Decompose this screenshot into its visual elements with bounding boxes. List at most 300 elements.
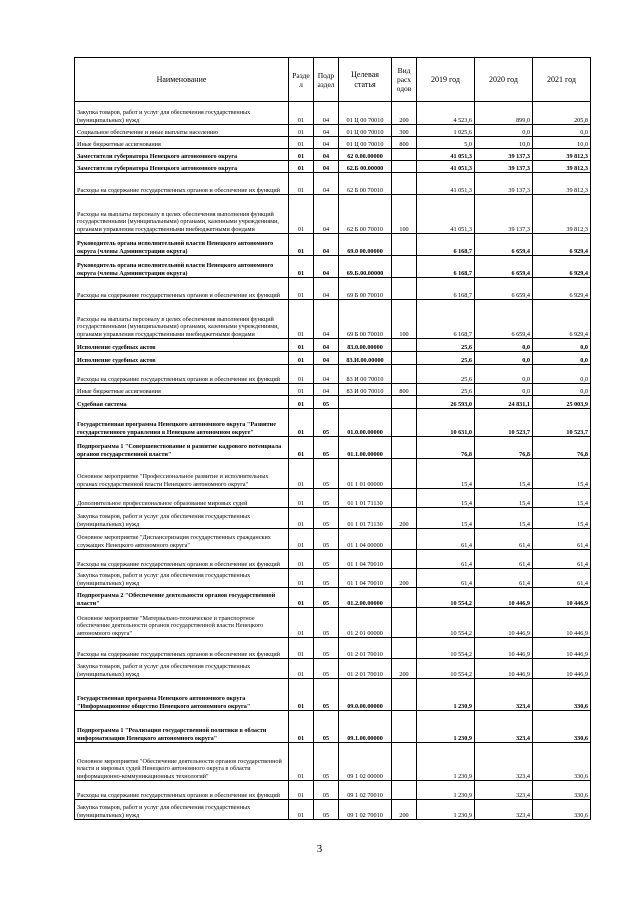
row-section-cell: 01 (289, 173, 314, 195)
row-2021-cell: 61,4 (533, 550, 591, 569)
row-2020-cell: 39 137,3 (475, 173, 533, 195)
row-section-cell: 01 (289, 529, 314, 550)
row-name-cell: Дополнительное профессиональное образование мировых судей (75, 489, 289, 508)
row-2020-cell: 0,0 (475, 384, 533, 396)
row-2021-cell: 6 929,4 (533, 234, 591, 256)
row-name-cell: Расходы на содержание государственных органов и обеспечение их функций (75, 781, 289, 800)
row-2020-cell: 15,4 (475, 459, 533, 489)
row-2021-cell: 39 812,3 (533, 149, 591, 161)
table-body (75, 102, 591, 820)
row-2020-cell: 76,8 (475, 437, 533, 459)
row-2021-cell: 6 929,4 (533, 300, 591, 339)
row-2021-cell: 25 003,9 (533, 396, 591, 409)
row-subsection-cell: 05 (314, 608, 339, 638)
table-row (75, 149, 591, 161)
row-section-cell: 01 (289, 608, 314, 638)
row-2021-cell: 330,6 (533, 679, 591, 711)
row-expense-type-cell (392, 278, 417, 300)
row-2020-cell: 15,4 (475, 508, 533, 529)
row-2021-cell: 6 929,4 (533, 256, 591, 278)
row-2020-cell: 39 137,3 (475, 149, 533, 161)
table-row (75, 437, 591, 459)
row-section-cell: 01 (289, 743, 314, 781)
row-2019-cell: 1 230,9 (417, 800, 475, 820)
row-target-cell: 01 2 01 70010 (339, 659, 392, 679)
table-row (75, 256, 591, 278)
row-section-cell: 01 (289, 384, 314, 396)
table-row (75, 195, 591, 234)
row-target-cell: 01 1 04 70010 (339, 569, 392, 588)
row-name-cell: Исполнение судебных актов (75, 339, 289, 352)
row-subsection-cell: 05 (314, 459, 339, 489)
table-row (75, 161, 591, 173)
row-section-cell: 01 (289, 352, 314, 365)
row-2019-cell: 25,6 (417, 365, 475, 384)
row-2019-cell: 26 593,0 (417, 396, 475, 409)
row-name-cell: Заместители губернатора Ненецкого автономного округа (75, 161, 289, 173)
row-section-cell: 01 (289, 711, 314, 743)
row-2021-cell: 61,4 (533, 569, 591, 588)
row-2020-cell: 323,4 (475, 781, 533, 800)
table-row (75, 396, 591, 409)
row-expense-type-cell (392, 711, 417, 743)
row-target-cell: 01 2 01 70010 (339, 638, 392, 659)
row-2021-cell: 330,6 (533, 781, 591, 800)
row-2020-cell: 10 446,9 (475, 588, 533, 608)
row-subsection-cell: 05 (314, 529, 339, 550)
budget-table (74, 57, 591, 820)
row-2020-cell: 61,4 (475, 569, 533, 588)
table-row (75, 550, 591, 569)
row-2019-cell: 1 230,9 (417, 679, 475, 711)
row-target-cell: 01 1 01 00000 (339, 459, 392, 489)
row-expense-type-cell (392, 743, 417, 781)
row-subsection-cell: 05 (314, 659, 339, 679)
row-2019-cell: 6 168,7 (417, 234, 475, 256)
header-2020: 2020 год (475, 58, 533, 102)
row-2021-cell: 39 812,3 (533, 195, 591, 234)
row-subsection-cell: 04 (314, 125, 339, 137)
row-2019-cell: 41 051,3 (417, 195, 475, 234)
row-2019-cell: 15,4 (417, 508, 475, 529)
table-row (75, 638, 591, 659)
row-section-cell: 01 (289, 195, 314, 234)
row-name-cell: Исполнение судебных актов (75, 352, 289, 365)
table-row (75, 173, 591, 195)
row-subsection-cell: 04 (314, 256, 339, 278)
row-target-cell: 83 И 00 70010 (339, 365, 392, 384)
row-expense-type-cell (392, 781, 417, 800)
row-subsection-cell: 05 (314, 743, 339, 781)
row-subsection-cell: 05 (314, 396, 339, 409)
row-2021-cell: 0,0 (533, 384, 591, 396)
row-2020-cell: 61,4 (475, 550, 533, 569)
row-expense-type-cell: 300 (392, 125, 417, 137)
row-expense-type-cell (392, 638, 417, 659)
row-2021-cell: 205,8 (533, 102, 591, 125)
row-target-cell: 09 1 02 00000 (339, 743, 392, 781)
row-expense-type-cell (392, 256, 417, 278)
row-section-cell: 01 (289, 550, 314, 569)
row-2020-cell: 39 137,3 (475, 195, 533, 234)
row-expense-type-cell: 200 (392, 569, 417, 588)
row-2020-cell: 323,4 (475, 679, 533, 711)
row-name-cell: Государственная программа Ненецкого автономного округа "Развитие государственного управления в Ненецком автономном округе" (75, 409, 289, 437)
row-target-cell: 83.0.00.00000 (339, 339, 392, 352)
row-section-cell: 01 (289, 278, 314, 300)
row-2021-cell: 10 523,7 (533, 409, 591, 437)
row-2020-cell: 323,4 (475, 800, 533, 820)
row-2019-cell: 41 051,3 (417, 161, 475, 173)
row-section-cell: 01 (289, 659, 314, 679)
row-2020-cell: 323,4 (475, 743, 533, 781)
row-subsection-cell: 04 (314, 234, 339, 256)
row-target-cell: 62 Б 00 70010 (339, 173, 392, 195)
row-section-cell: 01 (289, 588, 314, 608)
row-subsection-cell: 04 (314, 161, 339, 173)
row-target-cell: 01 Ц 00 70010 (339, 102, 392, 125)
row-2019-cell: 4 523,6 (417, 102, 475, 125)
row-2021-cell: 330,6 (533, 711, 591, 743)
row-target-cell: 09.1.00.00000 (339, 711, 392, 743)
row-expense-type-cell (392, 161, 417, 173)
table-row (75, 679, 591, 711)
row-2019-cell: 10 554,2 (417, 659, 475, 679)
row-expense-type-cell (392, 489, 417, 508)
row-2021-cell: 0,0 (533, 339, 591, 352)
row-2021-cell: 10 446,9 (533, 608, 591, 638)
row-target-cell: 01 2 01 00000 (339, 608, 392, 638)
row-section-cell: 01 (289, 508, 314, 529)
table-row (75, 234, 591, 256)
row-section-cell: 01 (289, 638, 314, 659)
table-row (75, 508, 591, 529)
table-row (75, 800, 591, 820)
row-target-cell: 62.Б 00.00000 (339, 161, 392, 173)
row-name-cell: Руководитель органа исполнительной власти Ненецкого автономного округа (члены Администрации округа) (75, 234, 289, 256)
row-subsection-cell: 05 (314, 588, 339, 608)
row-target-cell: 09.0.00.00000 (339, 679, 392, 711)
row-2020-cell: 0,0 (475, 125, 533, 137)
row-2021-cell: 39 812,3 (533, 161, 591, 173)
row-2021-cell: 10 446,9 (533, 588, 591, 608)
header-section: Разде л (289, 58, 314, 102)
row-section-cell: 01 (289, 102, 314, 125)
row-2020-cell: 0,0 (475, 365, 533, 384)
row-target-cell: 01 Ц 00 70010 (339, 125, 392, 137)
row-expense-type-cell (392, 529, 417, 550)
row-name-cell: Расходы на содержание государственных органов и обеспечение их функций (75, 550, 289, 569)
row-2019-cell: 41 051,3 (417, 149, 475, 161)
row-expense-type-cell (392, 608, 417, 638)
row-2021-cell: 0,0 (533, 125, 591, 137)
row-2019-cell: 61,4 (417, 550, 475, 569)
row-2019-cell: 10 554,2 (417, 608, 475, 638)
row-section-cell: 01 (289, 409, 314, 437)
row-target-cell: 69 Б 00 70010 (339, 300, 392, 339)
row-target-cell: 01.0.00.00000 (339, 409, 392, 437)
table-row (75, 137, 591, 149)
row-2019-cell: 10 631,0 (417, 409, 475, 437)
row-2019-cell: 15,4 (417, 489, 475, 508)
row-target-cell: 01.2.00.00000 (339, 588, 392, 608)
row-name-cell: Социальное обеспечение и иные выплаты населению (75, 125, 289, 137)
row-subsection-cell: 04 (314, 149, 339, 161)
row-expense-type-cell (392, 409, 417, 437)
row-subsection-cell: 04 (314, 352, 339, 365)
row-2020-cell: 6 659,4 (475, 278, 533, 300)
row-name-cell: Подпрограмма 1 "Реализация государственной политики в области информатизации Ненецкого автономного округа" (75, 711, 289, 743)
row-section-cell: 01 (289, 800, 314, 820)
row-name-cell: Судебная система (75, 396, 289, 409)
row-2019-cell: 25,6 (417, 339, 475, 352)
row-section-cell: 01 (289, 149, 314, 161)
row-2021-cell: 10 446,9 (533, 638, 591, 659)
row-target-cell: 69.0 00.00000 (339, 234, 392, 256)
row-target-cell: 01 Ц 00 70010 (339, 137, 392, 149)
row-2019-cell: 76,8 (417, 437, 475, 459)
row-name-cell: Закупка товаров, работ и услуг для обеспечения государственных (муниципальных) нужд (75, 569, 289, 588)
row-2019-cell: 1 230,9 (417, 711, 475, 743)
row-target-cell: 62 0.00.00000 (339, 149, 392, 161)
row-target-cell: 01 1 01 71130 (339, 489, 392, 508)
row-name-cell: Закупка товаров, работ и услуг для обеспечения государственных (муниципальных) нужд (75, 102, 289, 125)
row-2019-cell: 1 230,9 (417, 781, 475, 800)
row-name-cell: Расходы на выплаты персоналу в целях обеспечения выполнения функций государственными (муниципальными) органами, казенными учреждениями, органами управления государственными внебюджетными фондами (75, 195, 289, 234)
row-name-cell: Подпрограмма 1 "Совершенствование и развитие кадрового потенциала органов государственной власти" (75, 437, 289, 459)
row-name-cell: Основное мероприятие "Диспансеризация государственных гражданских служащих Ненецкого автономного округа" (75, 529, 289, 550)
row-target-cell: 01 1 04 00000 (339, 529, 392, 550)
row-target-cell: 83 И 00 70010 (339, 384, 392, 396)
page-number: 3 (316, 843, 323, 855)
row-name-cell: Расходы на содержание государственных органов и обеспечение их функций (75, 173, 289, 195)
row-section-cell: 01 (289, 459, 314, 489)
table-row (75, 125, 591, 137)
row-target-cell: 62 Б 00 70010 (339, 195, 392, 234)
table-header-row (75, 58, 591, 102)
row-expense-type-cell: 200 (392, 508, 417, 529)
row-subsection-cell: 04 (314, 173, 339, 195)
row-2020-cell: 6 659,4 (475, 256, 533, 278)
row-expense-type-cell (392, 149, 417, 161)
row-target-cell: 09 1 02 70010 (339, 800, 392, 820)
row-2019-cell: 6 168,7 (417, 278, 475, 300)
table-row (75, 300, 591, 339)
row-section-cell: 01 (289, 569, 314, 588)
row-2020-cell: 899,0 (475, 102, 533, 125)
table-row (75, 352, 591, 365)
row-name-cell: Основное мероприятие "Обеспечение деятельности органов государственной власти и мировых судей Ненецкого автономного округа в области информационно-коммуникационных технологий" (75, 743, 289, 781)
row-2020-cell: 10 446,9 (475, 608, 533, 638)
budget-table-wrapper (74, 57, 590, 831)
row-expense-type-cell: 200 (392, 102, 417, 125)
row-subsection-cell: 05 (314, 781, 339, 800)
row-2020-cell: 61,4 (475, 529, 533, 550)
row-2019-cell: 10 554,2 (417, 638, 475, 659)
row-2021-cell: 15,4 (533, 508, 591, 529)
table-row (75, 659, 591, 679)
row-name-cell: Иные бюджетные ассигнования (75, 137, 289, 149)
row-2020-cell: 6 659,4 (475, 300, 533, 339)
row-2020-cell: 10 446,9 (475, 659, 533, 679)
row-subsection-cell: 05 (314, 489, 339, 508)
row-expense-type-cell: 200 (392, 659, 417, 679)
row-2021-cell: 15,4 (533, 459, 591, 489)
header-2019: 2019 год (417, 58, 475, 102)
row-2021-cell: 76,8 (533, 437, 591, 459)
row-subsection-cell: 05 (314, 409, 339, 437)
table-row (75, 384, 591, 396)
row-subsection-cell: 04 (314, 365, 339, 384)
row-subsection-cell: 04 (314, 384, 339, 396)
table-row (75, 339, 591, 352)
row-section-cell: 01 (289, 365, 314, 384)
row-subsection-cell: 05 (314, 679, 339, 711)
row-subsection-cell: 05 (314, 437, 339, 459)
row-section-cell: 01 (289, 161, 314, 173)
row-subsection-cell: 04 (314, 102, 339, 125)
row-2021-cell: 15,4 (533, 489, 591, 508)
row-2020-cell: 323,4 (475, 711, 533, 743)
row-2020-cell: 39 137,3 (475, 161, 533, 173)
row-expense-type-cell (392, 173, 417, 195)
row-expense-type-cell (392, 234, 417, 256)
table-row (75, 459, 591, 489)
table-row (75, 529, 591, 550)
header-subsection: Подр аздел (314, 58, 339, 102)
row-expense-type-cell (392, 352, 417, 365)
row-section-cell: 01 (289, 137, 314, 149)
row-2021-cell: 0,0 (533, 352, 591, 365)
row-expense-type-cell (392, 396, 417, 409)
row-2021-cell: 0,0 (533, 365, 591, 384)
row-section-cell: 01 (289, 781, 314, 800)
row-2019-cell: 41 051,3 (417, 173, 475, 195)
row-2021-cell: 10,0 (533, 137, 591, 149)
row-section-cell: 01 (289, 300, 314, 339)
row-subsection-cell: 04 (314, 339, 339, 352)
row-expense-type-cell: 800 (392, 137, 417, 149)
row-subsection-cell: 05 (314, 569, 339, 588)
row-2020-cell: 10,0 (475, 137, 533, 149)
row-2021-cell: 6 929,4 (533, 278, 591, 300)
table-row (75, 365, 591, 384)
row-2020-cell: 15,4 (475, 489, 533, 508)
row-2019-cell: 1 025,6 (417, 125, 475, 137)
row-subsection-cell: 04 (314, 137, 339, 149)
row-2019-cell: 1 230,9 (417, 743, 475, 781)
row-subsection-cell: 04 (314, 278, 339, 300)
table-row (75, 608, 591, 638)
row-expense-type-cell (392, 339, 417, 352)
row-2019-cell: 10 554,2 (417, 588, 475, 608)
row-2019-cell: 5,0 (417, 137, 475, 149)
row-target-cell: 01.1.00.00000 (339, 437, 392, 459)
row-target-cell: 01 1 04 70010 (339, 550, 392, 569)
row-section-cell: 01 (289, 489, 314, 508)
row-2019-cell: 61,4 (417, 529, 475, 550)
row-2020-cell: 10 523,7 (475, 409, 533, 437)
row-expense-type-cell: 100 (392, 300, 417, 339)
row-subsection-cell: 05 (314, 508, 339, 529)
row-expense-type-cell (392, 550, 417, 569)
row-name-cell: Основное мероприятие "Материально-техническое и транспортное обеспечение деятельности органов государственной власти Ненецкого автономного округа" (75, 608, 289, 638)
table-row (75, 743, 591, 781)
row-expense-type-cell: 200 (392, 800, 417, 820)
row-2020-cell: 10 446,9 (475, 638, 533, 659)
row-name-cell: Государственная программа Ненецкого автономного округа "Информационное общество Ненецкого автономного округа" (75, 679, 289, 711)
row-expense-type-cell (392, 365, 417, 384)
row-name-cell: Иные бюджетные ассигнования (75, 384, 289, 396)
table-row (75, 711, 591, 743)
row-target-cell: 69.Б.00.00000 (339, 256, 392, 278)
row-subsection-cell: 05 (314, 550, 339, 569)
row-target-cell: 69 Б 00 70010 (339, 278, 392, 300)
row-name-cell: Расходы на выплаты персоналу в целях обеспечения выполнения функций государственными (муниципальными) органами, казенными учреждениями, органами управления государственными внебюджетными фондами (75, 300, 289, 339)
row-expense-type-cell (392, 459, 417, 489)
row-2020-cell: 6 659,4 (475, 234, 533, 256)
row-2019-cell: 15,4 (417, 459, 475, 489)
table-row (75, 409, 591, 437)
row-target-cell: 83.И.00.00000 (339, 352, 392, 365)
row-name-cell: Закупка товаров, работ и услуг для обеспечения государственных (муниципальных) нужд (75, 800, 289, 820)
row-name-cell: Закупка товаров, работ и услуг для обеспечения государственных (муниципальных) нужд (75, 659, 289, 679)
row-section-cell: 01 (289, 437, 314, 459)
row-section-cell: 01 (289, 339, 314, 352)
row-expense-type-cell (392, 679, 417, 711)
table-row (75, 102, 591, 125)
row-2019-cell: 25,6 (417, 384, 475, 396)
table-row (75, 278, 591, 300)
table-row (75, 569, 591, 588)
row-expense-type-cell: 100 (392, 195, 417, 234)
header-expense-type: Вид расх одов (392, 58, 417, 102)
row-section-cell: 01 (289, 256, 314, 278)
row-2021-cell: 330,6 (533, 743, 591, 781)
row-section-cell: 01 (289, 234, 314, 256)
row-subsection-cell: 05 (314, 800, 339, 820)
header-name: Наименование (75, 58, 289, 102)
header-2021: 2021 год (533, 58, 591, 102)
row-2021-cell: 330,6 (533, 800, 591, 820)
row-2019-cell: 6 168,7 (417, 300, 475, 339)
row-2020-cell: 0,0 (475, 339, 533, 352)
table-row (75, 781, 591, 800)
row-2021-cell: 10 446,9 (533, 659, 591, 679)
table-row (75, 489, 591, 508)
row-subsection-cell: 04 (314, 300, 339, 339)
row-2019-cell: 6 168,7 (417, 256, 475, 278)
row-2019-cell: 25,6 (417, 352, 475, 365)
row-section-cell: 01 (289, 125, 314, 137)
table-row (75, 588, 591, 608)
row-2021-cell: 39 812,3 (533, 173, 591, 195)
row-target-cell (339, 396, 392, 409)
row-subsection-cell: 04 (314, 195, 339, 234)
row-section-cell: 01 (289, 396, 314, 409)
row-2020-cell: 0,0 (475, 352, 533, 365)
row-subsection-cell: 05 (314, 638, 339, 659)
row-target-cell: 09 1 02 70010 (339, 781, 392, 800)
header-target: Целевая статья (339, 58, 392, 102)
row-section-cell: 01 (289, 679, 314, 711)
row-subsection-cell: 05 (314, 711, 339, 743)
row-target-cell: 01 1 01 71130 (339, 508, 392, 529)
row-2020-cell: 24 831,1 (475, 396, 533, 409)
row-expense-type-cell (392, 437, 417, 459)
row-name-cell: Руководитель органа исполнительной власти Ненецкого автономного округа (члены Администрации округа) (75, 256, 289, 278)
row-2021-cell: 61,4 (533, 529, 591, 550)
